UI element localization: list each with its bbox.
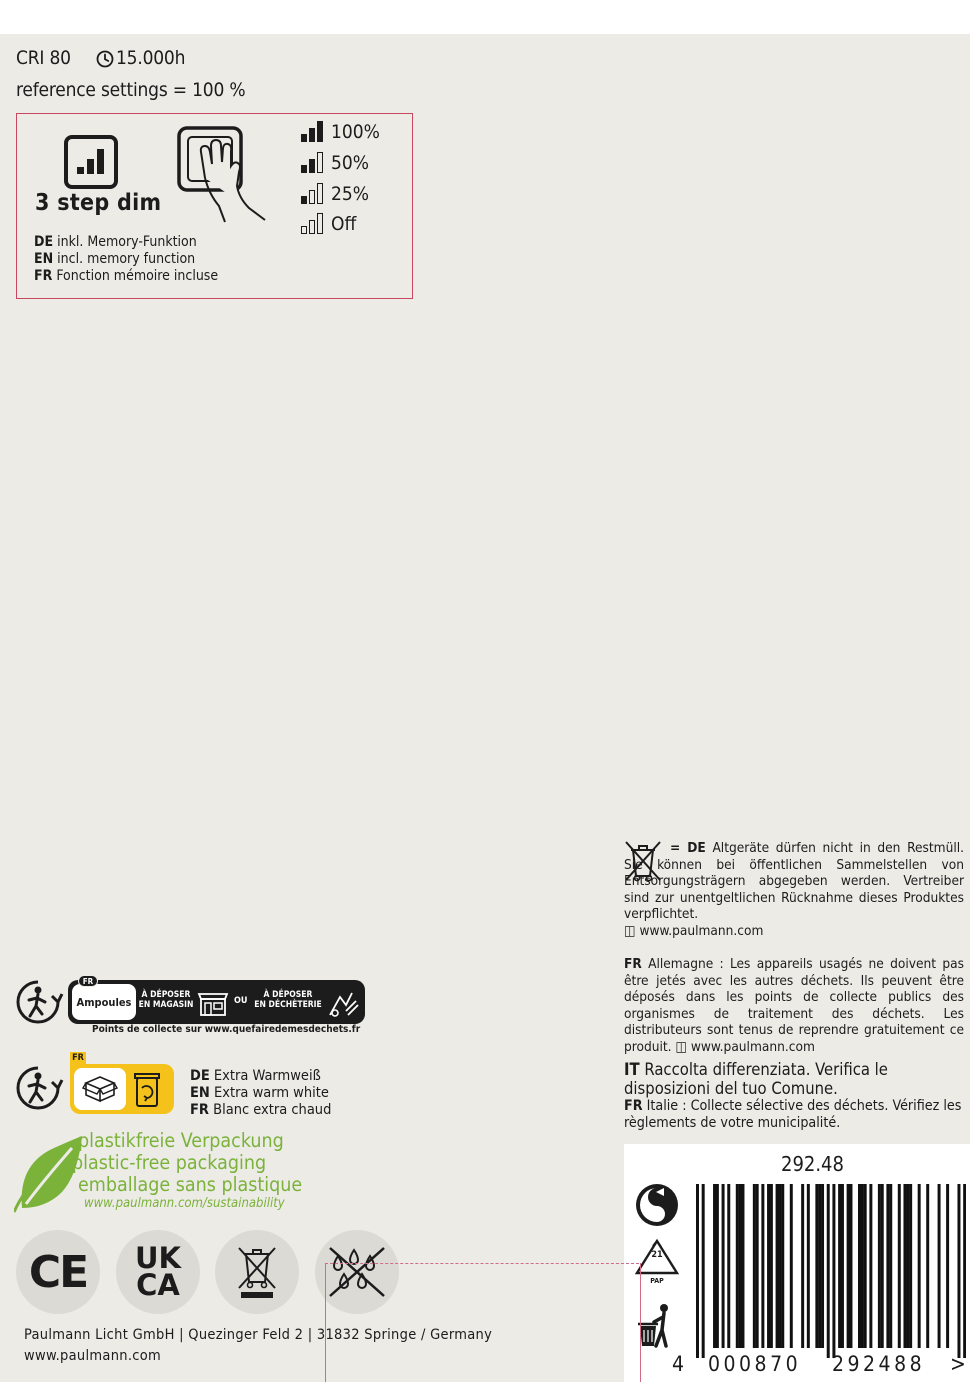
clock-icon: [96, 50, 114, 72]
barcode-first-digit: 4: [672, 1352, 686, 1376]
level-row-off: [301, 212, 356, 234]
barcode-bar: [827, 1184, 830, 1358]
color-temp-fr: FR Blanc extra chaud: [190, 1102, 332, 1118]
no-water-icon: [315, 1230, 399, 1314]
green-dot-icon: [634, 1182, 680, 1232]
color-temperature-list: [190, 1068, 331, 1119]
weee-fr2-text: FR Italie : Collecte sélective des déchets. Vérifiez les règlements de votre municipalité.: [624, 1098, 962, 1131]
barcode-bar: [881, 1184, 884, 1348]
barcode-bar: [790, 1184, 793, 1348]
barcode-bar: [858, 1184, 861, 1348]
cri-value: CRI 80: [16, 47, 71, 69]
level-row-25: [301, 182, 369, 204]
sustainability-url: www.paulmann.com/sustainability: [84, 1196, 285, 1211]
packaging-sort-strip: [70, 1064, 174, 1114]
triman-fr-badge: FR: [78, 975, 98, 987]
dieline-left: [325, 1263, 326, 1382]
weee-fr-text: FR Allemagne : Les appareils usagés ne doivent pas être jetés avec les autres déchets. Ils peuvent être déposés dans les points de collecte publics des organismes de traitement des déchets. Les distributeurs sont tenus de reprendre gratuitement ce produit. ◫ www.paulmann.com: [624, 956, 964, 1055]
barcode-bar: [696, 1184, 699, 1358]
level-25-label: 25%: [331, 183, 369, 205]
level-25-icon: [301, 182, 323, 204]
collecte-points-text: Points de collecte sur www.quefairedemesdechets.fr: [92, 1024, 361, 1035]
barcode-bar: [722, 1184, 725, 1348]
barcode-bar: [702, 1184, 705, 1358]
barcode-bar: [918, 1184, 921, 1348]
deposer-decheterie: À DÉPOSER EN DÉCHÈTERIE: [254, 990, 322, 1010]
barcode-left-digits: 000870: [708, 1352, 802, 1376]
reference-settings: reference settings = 100 %: [16, 79, 246, 101]
barcode-bar: [938, 1184, 941, 1348]
company-url: www.paulmann.com: [24, 1348, 162, 1364]
memory-fr: FR Fonction mémoire incluse: [34, 268, 219, 284]
barcode-bar: [781, 1184, 784, 1348]
level-row-50: [301, 151, 369, 173]
weee-it-text: IT Raccolta differenziata. Verifica le disposizioni del tuo Comune.: [624, 1060, 888, 1098]
barcode-arrow: >: [950, 1352, 966, 1376]
leaf-icon: [14, 1134, 86, 1218]
barcode-bar: [832, 1184, 835, 1358]
barcode-bar: [756, 1184, 759, 1348]
barcode-right-digits: 292488: [832, 1352, 926, 1376]
plastic-free-de: plastikfreie Verpackung: [78, 1129, 284, 1152]
barcode-bar: [716, 1184, 719, 1348]
tidyman-icon: [636, 1302, 676, 1352]
packaging-box-icon: [74, 1068, 126, 1110]
packaging-fr-badge: FR: [70, 1052, 86, 1064]
recycle-pap: PAP: [650, 1277, 664, 1285]
barcode-bar: [886, 1184, 889, 1348]
barcode-bar: [878, 1184, 881, 1348]
level-50-icon: [301, 151, 323, 173]
barcode-bar: [898, 1184, 901, 1348]
company-address: Paulmann Licht GmbH | Quezinger Feld 2 | 31832 Springe / Germany: [24, 1327, 493, 1343]
shop-icon: [196, 986, 230, 1022]
barcode-bar: [864, 1184, 867, 1348]
dieline-right: [640, 1263, 641, 1382]
barcode-bar: [767, 1184, 770, 1348]
barcode-bar: [906, 1184, 909, 1348]
barcode: [696, 1184, 966, 1362]
color-temp-en: EN Extra warm white: [190, 1085, 329, 1101]
level-100-label: 100%: [331, 121, 380, 143]
article-number: 292.48: [781, 1152, 844, 1176]
ampoules-label: Ampoules: [72, 984, 136, 1020]
barcode-bar: [801, 1184, 804, 1348]
barcode-bar: [736, 1184, 739, 1348]
barcode-bar: [926, 1184, 929, 1348]
level-50-label: 50%: [331, 152, 369, 174]
barcode-bar: [838, 1184, 841, 1348]
memory-de: DE inkl. Memory-Funktion: [34, 234, 197, 250]
ce-mark: CE: [16, 1230, 100, 1314]
barcode-bar: [946, 1184, 949, 1348]
dieline-horizontal: [325, 1263, 639, 1264]
triman-icon: [14, 978, 64, 1028]
barcode-bar: [849, 1184, 852, 1348]
barcode-bar: [821, 1184, 824, 1348]
barcode-bar: [753, 1184, 756, 1348]
weee-de-url: ◫ www.paulmann.com: [624, 923, 764, 939]
barcode-bar: [963, 1184, 966, 1358]
ou-label: OU: [234, 996, 248, 1006]
barcode-bar: [713, 1184, 716, 1348]
barcode-bar: [903, 1184, 906, 1348]
level-row-100: [301, 120, 380, 142]
barcode-bar: [909, 1184, 912, 1348]
weee-de-text: = DE Altgeräte dürfen nicht in den Restmüll. Sie können bei öffentlichen Sammelstellen von Entsorgungsträgern abgegeben werden. Vertreiber sind zur unentgeltlichen Rücknahme dieses Produktes verpflichtet.: [624, 840, 965, 922]
deposer-magasin: À DÉPOSER EN MAGASIN: [138, 990, 194, 1010]
plastic-free-fr: emballage sans plastique: [78, 1173, 303, 1196]
barcode-bar: [761, 1184, 764, 1348]
plastic-free-en: plastic-free packaging: [72, 1151, 267, 1174]
barcode-bar: [739, 1184, 742, 1348]
barcode-bar: [778, 1184, 781, 1348]
recycle-code: 21: [651, 1250, 663, 1260]
barcode-bar: [727, 1184, 730, 1348]
ukca-mark: UK CA: [116, 1230, 200, 1314]
barcode-bar: [818, 1184, 821, 1348]
barcode-bar: [841, 1184, 844, 1348]
barcode-bar: [847, 1184, 850, 1348]
dimmer-level-icon: [63, 134, 119, 194]
level-off-label: Off: [331, 213, 357, 235]
level-100-icon: [301, 120, 323, 142]
dim-info-box: [16, 113, 413, 299]
barcode-bar: [770, 1184, 773, 1348]
barcode-bar: [741, 1184, 744, 1348]
barcode-bar: [815, 1184, 818, 1348]
recycle-bin-icon: [132, 1070, 162, 1112]
barcode-bar: [861, 1184, 864, 1348]
level-off-icon: [301, 212, 323, 234]
barcode-bar: [889, 1184, 892, 1348]
color-temp-de: DE Extra Warmweiß: [190, 1068, 321, 1084]
lifetime-value: 15.000h: [116, 47, 186, 69]
barcode-bar: [776, 1184, 779, 1348]
triman-packaging-icon: [14, 1064, 64, 1114]
barcode-bar: [957, 1184, 960, 1358]
recycle-center-icon: [326, 985, 360, 1023]
memory-en: EN incl. memory function: [34, 251, 196, 267]
barcode-panel: [624, 1144, 970, 1382]
hand-switch-icon: [175, 124, 271, 228]
triman-info-strip: [68, 980, 365, 1024]
dim-title: 3 step dim: [35, 190, 162, 216]
weee-mark-icon: [215, 1230, 299, 1314]
barcode-bar: [869, 1184, 872, 1348]
memory-function-list: [34, 234, 218, 285]
barcode-bar: [807, 1184, 810, 1348]
